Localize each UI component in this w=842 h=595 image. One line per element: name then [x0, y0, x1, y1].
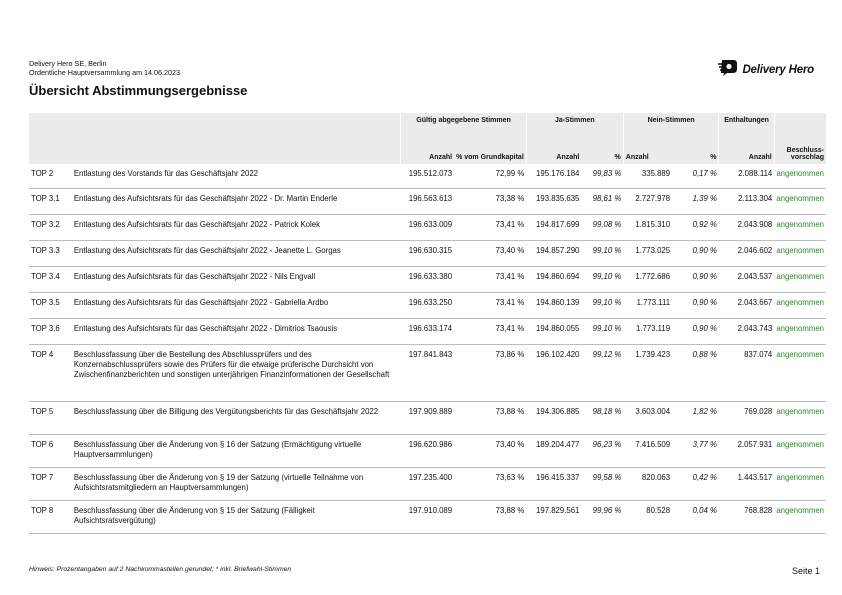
valid-votes-capital-pct: 73,88 %	[454, 501, 526, 534]
yes-votes-count: 189.204.477	[526, 435, 581, 468]
valid-votes-capital-pct: 72,99 %	[454, 164, 526, 189]
resolution-description: Entlastung des Aufsichtsrats für das Geschäftsjahr 2022 - Dimitrios Tsaousis	[72, 319, 401, 345]
no-votes-pct: 0,90 %	[672, 293, 719, 319]
valid-votes-count: 196.633.250	[401, 293, 454, 319]
yes-votes-count: 194.860.694	[526, 267, 581, 293]
table-row	[29, 189, 826, 215]
abstentions-count: 2.057.931	[719, 435, 774, 468]
no-votes-count: 335.889	[623, 164, 672, 189]
no-votes-count: 1.739.423	[623, 345, 672, 402]
result-badge: angenommen	[774, 319, 826, 345]
meeting-name: Ordentliche Hauptversammlung am 14.06.2023	[29, 68, 181, 77]
agenda-item: TOP 3.3	[29, 241, 72, 267]
table-row	[29, 164, 826, 189]
valid-votes-capital-pct: 73,40 %	[454, 241, 526, 267]
table-row	[29, 501, 826, 534]
yes-votes-pct: 98,61 %	[581, 189, 623, 215]
valid-votes-capital-pct: 73,63 %	[454, 468, 526, 501]
table-row	[29, 241, 826, 267]
agenda-item: TOP 5	[29, 402, 72, 435]
yes-votes-count: 194.860.055	[526, 319, 581, 345]
valid-votes-count: 195.512.073	[401, 164, 454, 189]
abstentions-count: 2.088.114	[719, 164, 774, 189]
abstentions-count: 2.043.537	[719, 267, 774, 293]
header-abstain-count: Anzahl	[719, 141, 774, 164]
yes-votes-count: 195.176.184	[526, 164, 581, 189]
yes-votes-count: 194.306.885	[526, 402, 581, 435]
valid-votes-count: 196.633.009	[401, 215, 454, 241]
yes-votes-count: 194.860.139	[526, 293, 581, 319]
yes-votes-pct: 99,96 %	[581, 501, 623, 534]
table-row	[29, 215, 826, 241]
valid-votes-capital-pct: 73,41 %	[454, 319, 526, 345]
logo-text: Delivery Hero	[742, 63, 814, 76]
no-votes-count: 3.603.004	[623, 402, 672, 435]
agenda-item: TOP 2	[29, 164, 72, 189]
resolution-description: Entlastung des Aufsichtsrats für das Geschäftsjahr 2022 - Dr. Martin Enderle	[72, 189, 401, 215]
results-table	[29, 113, 826, 534]
yes-votes-count: 196.102.420	[526, 345, 581, 402]
header-no-votes: Nein-Stimmen	[623, 113, 719, 141]
page-number: Seite 1	[791, 566, 820, 576]
no-votes-pct: 0,42 %	[672, 468, 719, 501]
valid-votes-capital-pct: 73,88 %	[454, 402, 526, 435]
valid-votes-count: 196.563.613	[401, 189, 454, 215]
yes-votes-pct: 99,83 %	[581, 164, 623, 189]
valid-votes-count: 196.633.380	[401, 267, 454, 293]
result-badge: angenommen	[774, 402, 826, 435]
agenda-item: TOP 3.6	[29, 319, 72, 345]
agenda-item: TOP 3.4	[29, 267, 72, 293]
resolution-description: Beschlussfassung über die Änderung von § 16 der Satzung (Ermächtigung virtuelle Hauptversammlungen)	[72, 435, 401, 468]
company-logo	[718, 58, 814, 81]
no-votes-pct: 1,39 %	[672, 189, 719, 215]
yes-votes-count: 194.857.290	[526, 241, 581, 267]
result-badge: angenommen	[774, 215, 826, 241]
no-votes-pct: 0,92 %	[672, 215, 719, 241]
abstentions-count: 768.828	[719, 501, 774, 534]
no-votes-count: 7.416.509	[623, 435, 672, 468]
resolution-description: Beschlussfassung über die Änderung von § 15 der Satzung (Fälligkeit Aufsichtsratsvergütung)	[72, 501, 401, 534]
yes-votes-pct: 96,23 %	[581, 435, 623, 468]
valid-votes-count: 197.235.400	[401, 468, 454, 501]
table-row	[29, 468, 826, 501]
yes-votes-count: 196.415.337	[526, 468, 581, 501]
header-valid-pct: % vom Grundkapital	[454, 141, 526, 164]
yes-votes-pct: 99,08 %	[581, 215, 623, 241]
header-valid-count: Anzahl	[401, 141, 454, 164]
agenda-item: TOP 8	[29, 501, 72, 534]
no-votes-pct: 0,17 %	[672, 164, 719, 189]
valid-votes-count: 196.630.315	[401, 241, 454, 267]
yes-votes-pct: 98,18 %	[581, 402, 623, 435]
yes-votes-pct: 99,10 %	[581, 293, 623, 319]
resolution-description: Beschlussfassung über die Billigung des Vergütungsberichts für das Geschäftsjahr 2022	[72, 402, 401, 435]
yes-votes-pct: 99,12 %	[581, 345, 623, 402]
header-no-pct: %	[672, 141, 719, 164]
no-votes-pct: 3,77 %	[672, 435, 719, 468]
no-votes-pct: 0,04 %	[672, 501, 719, 534]
table-row	[29, 345, 826, 402]
no-votes-pct: 0,90 %	[672, 267, 719, 293]
valid-votes-capital-pct: 73,38 %	[454, 189, 526, 215]
no-votes-count: 1.773.119	[623, 319, 672, 345]
valid-votes-count: 196.633.174	[401, 319, 454, 345]
result-badge: angenommen	[774, 293, 826, 319]
no-votes-count: 1.815.310	[623, 215, 672, 241]
valid-votes-capital-pct: 73,40 %	[454, 435, 526, 468]
header-blank	[29, 113, 401, 141]
table-row	[29, 435, 826, 468]
valid-votes-capital-pct: 73,41 %	[454, 267, 526, 293]
result-badge: angenommen	[774, 435, 826, 468]
agenda-item: TOP 3.1	[29, 189, 72, 215]
header-yes-votes: Ja-Stimmen	[526, 113, 623, 141]
yes-votes-pct: 99,58 %	[581, 468, 623, 501]
header-abstentions: Enthaltungen	[719, 113, 774, 141]
abstentions-count: 769.028	[719, 402, 774, 435]
delivery-hero-logo-icon	[718, 58, 738, 81]
yes-votes-count: 197.829.561	[526, 501, 581, 534]
yes-votes-pct: 99,10 %	[581, 241, 623, 267]
header-no-count: Anzahl	[623, 141, 672, 164]
result-badge: angenommen	[774, 345, 826, 402]
resolution-description: Entlastung des Aufsichtsrats für das Geschäftsjahr 2022 - Nils Engvall	[72, 267, 401, 293]
header-yes-pct: %	[581, 141, 623, 164]
agenda-item: TOP 6	[29, 435, 72, 468]
document-header	[29, 59, 180, 77]
result-badge: angenommen	[774, 501, 826, 534]
agenda-item: TOP 3.2	[29, 215, 72, 241]
resolution-description: Beschlussfassung über die Änderung von § 19 der Satzung (virtuelle Teilnahme von Aufsichtsratsmitgliedern an Hauptversammlungen)	[72, 468, 401, 501]
header-proposal: Beschluss-vorschlag	[774, 113, 826, 164]
abstentions-count: 2.043.908	[719, 215, 774, 241]
abstentions-count: 2.046.602	[719, 241, 774, 267]
table-row	[29, 319, 826, 345]
no-votes-pct: 0,90 %	[672, 319, 719, 345]
header-yes-count: Anzahl	[526, 141, 581, 164]
yes-votes-count: 194.817.699	[526, 215, 581, 241]
table-row	[29, 267, 826, 293]
valid-votes-count: 196.620.986	[401, 435, 454, 468]
abstentions-count: 837.074	[719, 345, 774, 402]
table-row	[29, 293, 826, 319]
yes-votes-count: 193.835.635	[526, 189, 581, 215]
resolution-description: Entlastung des Vorstands für das Geschäftsjahr 2022	[72, 164, 401, 189]
result-badge: angenommen	[774, 189, 826, 215]
valid-votes-capital-pct: 73,86 %	[454, 345, 526, 402]
result-badge: angenommen	[774, 241, 826, 267]
result-badge: angenommen	[774, 267, 826, 293]
abstentions-count: 2.043.743	[719, 319, 774, 345]
table-row	[29, 402, 826, 435]
valid-votes-count: 197.910.089	[401, 501, 454, 534]
valid-votes-count: 197.909.889	[401, 402, 454, 435]
page-title: Übersicht Abstimmungsergebnisse	[29, 83, 248, 98]
agenda-item: TOP 3.5	[29, 293, 72, 319]
no-votes-count: 820.063	[623, 468, 672, 501]
yes-votes-pct: 99,10 %	[581, 267, 623, 293]
no-votes-count: 1.773.111	[623, 293, 672, 319]
footnote: Hinweis: Prozentangaben auf 2 Nachkommastellen gerundet; * inkl. Briefwahl-Stimmen	[29, 566, 292, 573]
no-votes-pct: 0,88 %	[672, 345, 719, 402]
resolution-description: Entlastung des Aufsichtsrats für das Geschäftsjahr 2022 - Gabriella Ardbo	[72, 293, 401, 319]
valid-votes-capital-pct: 73,41 %	[454, 215, 526, 241]
header-valid-votes: Gültig abgegebene Stimmen	[401, 113, 526, 141]
result-badge: angenommen	[774, 468, 826, 501]
company-name: Delivery Hero SE, Berlin	[29, 59, 107, 68]
no-votes-count: 2.727.978	[623, 189, 672, 215]
no-votes-count: 1.772.686	[623, 267, 672, 293]
yes-votes-pct: 99,10 %	[581, 319, 623, 345]
agenda-item: TOP 7	[29, 468, 72, 501]
no-votes-pct: 1,82 %	[672, 402, 719, 435]
valid-votes-capital-pct: 73,41 %	[454, 293, 526, 319]
no-votes-pct: 0,90 %	[672, 241, 719, 267]
resolution-description: Beschlussfassung über die Bestellung des Abschlussprüfers und des Konzernabschlussprüfers sowie des Prüfers für die etwaige prüferische Durchsicht von Zwischenfinanzberichten und sonstigen unterjährigen Finanzinformationen der Gesellschaft	[72, 345, 401, 402]
abstentions-count: 2.043.667	[719, 293, 774, 319]
resolution-description: Entlastung des Aufsichtsrats für das Geschäftsjahr 2022 - Jeanette L. Gorgas	[72, 241, 401, 267]
result-badge: angenommen	[774, 164, 826, 189]
no-votes-count: 80.528	[623, 501, 672, 534]
abstentions-count: 2.113.304	[719, 189, 774, 215]
agenda-item: TOP 4	[29, 345, 72, 402]
valid-votes-count: 197.841.843	[401, 345, 454, 402]
no-votes-count: 1.773.025	[623, 241, 672, 267]
resolution-description: Entlastung des Aufsichtsrats für das Geschäftsjahr 2022 - Patrick Kolek	[72, 215, 401, 241]
abstentions-count: 1.443.517	[719, 468, 774, 501]
